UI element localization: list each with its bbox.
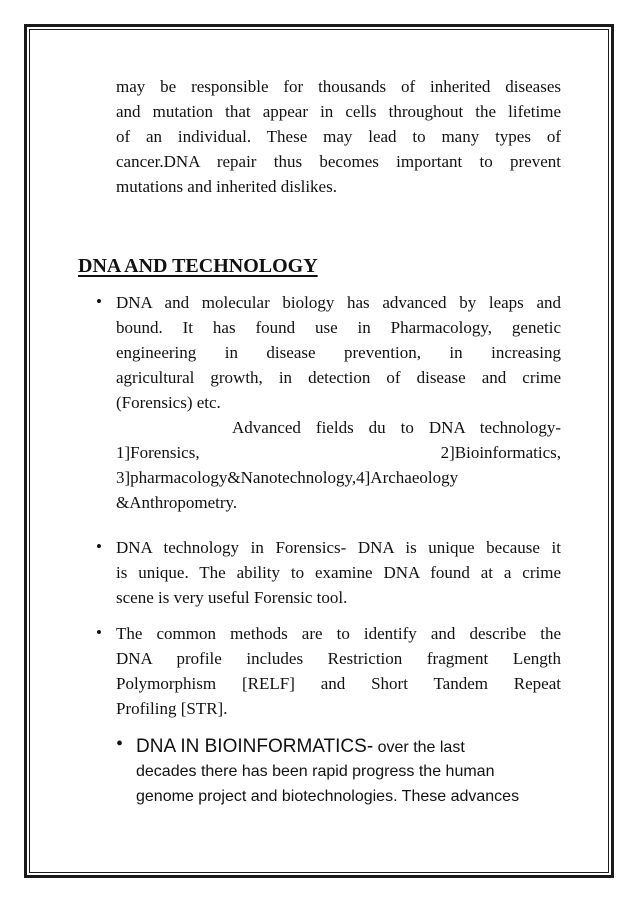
bullet-marker: •	[96, 292, 102, 311]
item-line: Polymorphism [RELF] and Short Tandem Repeat	[116, 674, 561, 693]
intro-line: mutations and inherited dislikes.	[116, 177, 337, 196]
intro-line: and mutation that appear in cells throughout the lifetime	[116, 102, 561, 121]
bio-line: decades there has been rapid progress the human	[136, 763, 495, 780]
fields-line	[116, 440, 561, 465]
item-line: Profiling [STR].	[116, 699, 228, 718]
item-line: (Forensics) etc.	[116, 393, 221, 412]
bio-line: genome project and biotechnologies. These advances	[136, 788, 520, 805]
bio-title: DNA IN BIOINFORMATICS-	[136, 736, 374, 757]
bioinformatics-item	[136, 735, 566, 810]
bio-first-line	[136, 735, 566, 760]
item-subline: Advanced fields du to DNA technology-	[232, 418, 561, 437]
item-line: engineering in disease prevention, in increasing	[116, 343, 561, 362]
item-line: bound. It has found use in Pharmacology, genetic	[116, 318, 561, 337]
intro-paragraph	[116, 74, 561, 199]
field-bioinformatics: 2]Bioinformatics,	[440, 443, 561, 462]
intro-line: may be responsible for thousands of inherited diseases	[116, 77, 561, 96]
bullet-marker: •	[116, 733, 124, 755]
list-item	[116, 621, 561, 721]
item-line: DNA profile includes Restriction fragment Length	[116, 649, 561, 668]
item-line: DNA and molecular biology has advanced by leaps and	[116, 293, 561, 312]
bio-title-rest: over the last	[373, 739, 465, 756]
item-line: agricultural growth, in detection of disease and crime	[116, 368, 561, 387]
list-item	[116, 535, 561, 610]
list-item	[116, 290, 561, 515]
field-forensics: 1]Forensics,	[116, 443, 200, 462]
intro-line: of an individual. These may lead to many types of	[116, 127, 561, 146]
section-heading: DNA AND TECHNOLOGY	[78, 255, 318, 277]
fields-line: 3]pharmacology&Nanotechnology,4]Archaeology	[116, 468, 459, 487]
fields-line: &Anthropometry.	[116, 493, 238, 512]
intro-line: cancer.DNA repair thus becomes important to prevent	[116, 152, 561, 171]
bullet-marker: •	[96, 623, 102, 642]
item-line: is unique. The ability to examine DNA found at a crime	[116, 563, 561, 582]
item-line: scene is very useful Forensic tool.	[116, 588, 348, 607]
item-line: The common methods are to identify and describe the	[116, 624, 561, 643]
bullet-marker: •	[96, 537, 102, 556]
item-line: DNA technology in Forensics- DNA is unique because it	[116, 538, 561, 557]
